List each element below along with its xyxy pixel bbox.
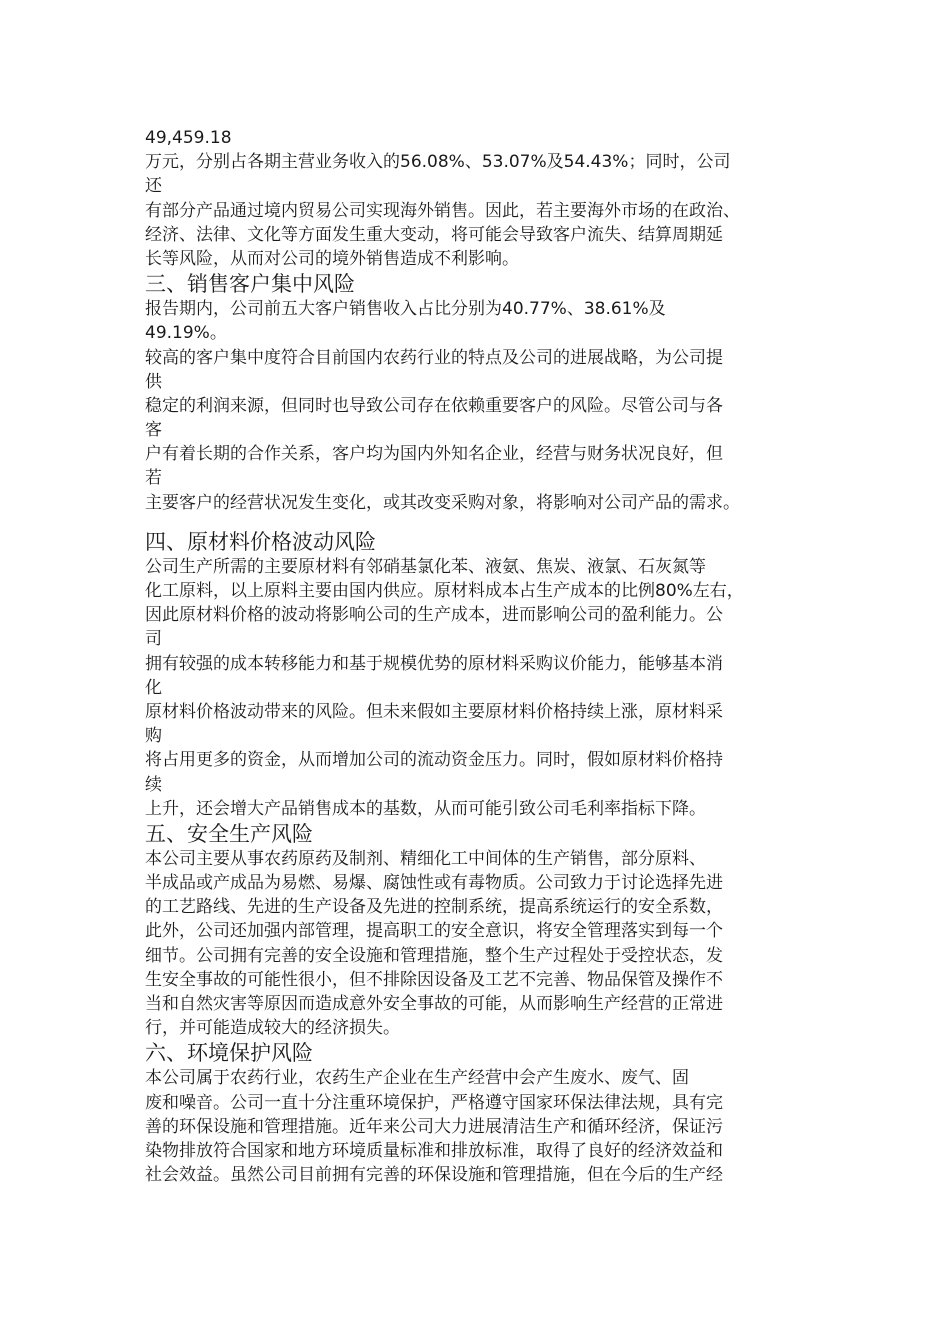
text-line: 本公司属于农药行业，农药生产企业在生产经营中会产生废水、废气、固	[145, 1068, 689, 1089]
text-line: 户有着长期的合作关系，客户均为国内外知名企业，经营与财务状况良好，但	[145, 444, 723, 465]
text-line: 行，并可能造成较大的经济损失。	[145, 1018, 400, 1039]
text-line: 原材料价格波动带来的风险。但未来假如主要原材料价格持续上涨，原材料采	[145, 701, 723, 722]
section-heading: 三、销售客户集中风险	[145, 272, 355, 297]
section-heading: 四、原材料价格波动风险	[145, 529, 376, 554]
section-production-safety	[145, 821, 810, 1041]
text-line: 生安全事故的可能性很小，但不排除因设备及工艺不完善、物品保管及操作不	[145, 969, 723, 990]
text-line: 社会效益。虽然公司目前拥有完善的环保设施和管理措施，但在今后的生产经	[145, 1165, 723, 1186]
text-line: 的工艺路线、先进的生产设备及先进的控制系统，提高系统运行的安全系数，	[145, 897, 723, 918]
section-heading: 五、安全生产风险	[145, 821, 313, 846]
text-line: 购	[145, 726, 162, 747]
text-line: 善的环保设施和管理措施。近年来公司大力进展清洁生产和循环经济，保证污	[145, 1116, 723, 1137]
text-line: 还	[145, 176, 162, 197]
text-line: 供	[145, 371, 162, 392]
text-line: 49.19%。	[145, 323, 227, 344]
text-line: 稳定的利润来源，但同时也导致公司存在依赖重要客户的风险。尽管公司与各	[145, 395, 723, 416]
text-line: 长等风险，从而对公司的境外销售造成不利影响。	[145, 248, 519, 269]
text-line: 主要客户的经营状况发生变化，或其改变采购对象，将影响对公司产品的需求。	[145, 492, 740, 513]
text-line: 将占用更多的资金，从而增加公司的流动资金压力。同时，假如原材料价格持	[145, 750, 723, 771]
text-line: 本公司主要从事农药原药及制剂、精细化工中间体的生产销售，部分原料、	[145, 848, 706, 869]
text-line: 当和自然灾害等原因而造成意外安全事故的可能，从而影响生产经营的正常进	[145, 994, 723, 1014]
text-line: 因此原材料价格的波动将影响公司的生产成本，进而影响公司的盈利能力。公	[145, 605, 723, 626]
text-line: 化工原料，以上原料主要由国内供应。原材料成本占生产成本的比例80%左右，	[145, 581, 744, 601]
text-line: 上升，还会增大产品销售成本的基数，从而可能引致公司毛利率指标下降。	[145, 798, 706, 819]
section-customer-concentration	[145, 271, 810, 515]
text-line: 此外，公司还加强内部管理，提高职工的安全意识，将安全管理落实到每一个	[145, 921, 723, 942]
text-line: 报告期内，公司前五大客户销售收入占比分别为40.77%、38.61%及	[145, 299, 666, 320]
document-page	[145, 126, 810, 1187]
text-line: 若	[145, 468, 162, 489]
section-intro	[145, 126, 810, 271]
text-line: 万元，分别占各期主营业务收入的56.08%、53.07%及54.43%；同时，公司	[145, 152, 731, 173]
text-line: 拥有较强的成本转移能力和基于规模优势的原材料采购议价能力，能够基本消	[145, 653, 723, 674]
text-line: 续	[145, 774, 162, 795]
section-raw-material-price	[145, 529, 810, 821]
text-line: 细节。公司拥有完善的安全设施和管理措施，整个生产过程处于受控状态，发	[145, 945, 723, 966]
section-spacer	[145, 515, 810, 529]
text-line: 经济、法律、文化等方面发生重大变动，将可能会导致客户流失、结算周期延	[145, 224, 723, 245]
text-line: 染物排放符合国家和地方环境质量标准和排放标准，取得了良好的经济效益和	[145, 1140, 723, 1161]
text-line: 化	[145, 677, 162, 698]
text-line: 有部分产品通过境内贸易公司实现海外销售。因此，若主要海外市场的在政治、	[145, 200, 740, 221]
text-line: 49,459.18	[145, 128, 232, 148]
section-environmental-protection	[145, 1040, 810, 1187]
text-line: 司	[145, 629, 162, 650]
text-line: 半成品或产成品为易燃、易爆、腐蚀性或有毒物质。公司致力于讨论选择先进	[145, 873, 723, 894]
text-line: 公司生产所需的主要原材料有邻硝基氯化苯、液氨、焦炭、液氯、石灰氮等	[145, 556, 706, 577]
text-line: 废和噪音。公司一直十分注重环境保护，严格遵守国家环保法律法规，具有完	[145, 1092, 723, 1113]
text-line: 较高的客户集中度符合目前国内农药行业的特点及公司的进展战略，为公司提	[145, 347, 723, 368]
section-heading: 六、环境保护风险	[145, 1041, 313, 1066]
text-line: 客	[145, 420, 162, 441]
